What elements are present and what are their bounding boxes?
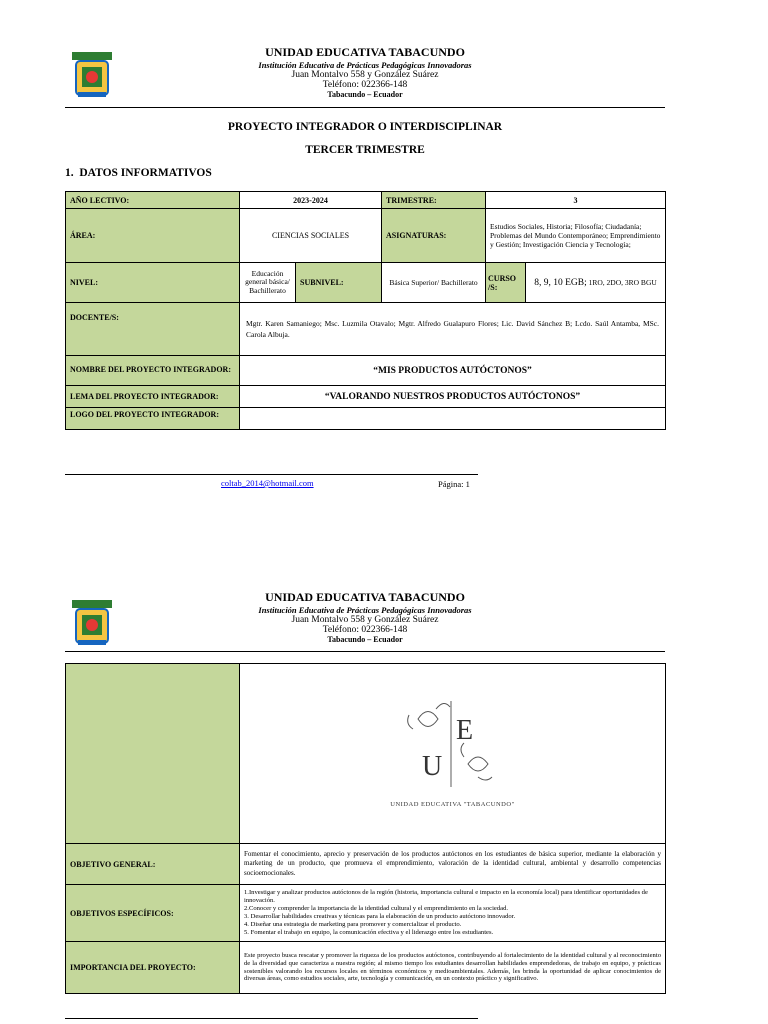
- footer-email-link[interactable]: coltab_2014@hotmail.com: [221, 478, 314, 488]
- logo-letter-u: U: [421, 750, 442, 782]
- nivel-label: NIVEL:: [66, 263, 240, 303]
- school-name: UNIDAD EDUCATIVA TABACUNDO: [265, 45, 465, 59]
- objetivo-especifico-item: 4. Diseñar una estrategia de marketing para promover y comercializar el producto.: [244, 920, 462, 928]
- objetivo-especifico-item: 2.Conocer y comprender la importancia de la identidad cultural y el emprendimiento en la sociedad.: [244, 905, 509, 913]
- asignaturas-label: ASIGNATURAS:: [382, 209, 486, 263]
- school-address-page2: Juan Montalvo 558 y González Suárez: [291, 615, 439, 625]
- nombre-value: “MIS PRODUCTOS AUTÓCTONOS”: [240, 356, 666, 386]
- nombre-label: NOMBRE DEL PROYECTO INTEGRADOR:: [66, 356, 240, 386]
- objetivo-general-label: OBJETIVO GENERAL:: [66, 844, 240, 885]
- subnivel-value: Básica Superior/ Bachillerato: [382, 263, 486, 303]
- footer-page-number: Página: 1: [438, 479, 470, 489]
- header-divider: [65, 107, 665, 108]
- lema-value: “VALORANDO NUESTROS PRODUCTOS AUTÓCTONOS”: [240, 386, 666, 408]
- objetivo-especifico-item: 5. Fomentar el trabajo en equipo, la comunicación efectiva y el liderazgo entre los estudiantes.: [244, 928, 494, 936]
- trimestre-label: TRIMESTRE:: [382, 192, 486, 209]
- objetivo-especifico-item: 3. Desarrollar habilidades creativas y técnicas para la elaboración de un producto autóctono innovador.: [244, 913, 516, 920]
- asignaturas-value: Estudios Sociales, Historia; Filosofía; Ciudadanía; Problemas del Mundo Contemporáneo; Emprendimiento y Gestión; Investigación Ciencia y Tecnología;: [486, 209, 666, 263]
- section-heading: 1. DATOS INFORMATIVOS: [65, 167, 212, 179]
- anio-value: 2023-2024: [240, 192, 382, 209]
- school-crest-logo: [70, 50, 114, 100]
- docente-value: Mgtr. Karen Samaniego; Msc. Luzmila Otavalo; Mgtr. Alfredo Gualapuro Flores; Lic. David Sánchez B; Lcdo. Saúl Antamba, MSc. Carola Albuja.: [240, 303, 666, 356]
- floral-logo-icon: [378, 679, 528, 799]
- school-subtitle-page2: Institución Educativa de Prácticas Pedagógicas Innovadoras: [258, 605, 472, 615]
- school-address: Juan Montalvo 558 y González Suárez: [291, 70, 439, 80]
- objetivo-general-value: Fomentar el conocimiento, aprecio y preservación de los productos autóctonos en los estudiantes de básica superior, mediante la elaboración y marketing de un producto, que promueva el emprendimiento, valoración de la identidad cultural, ambiental y desarrollo competencias socioemocionales.: [240, 844, 666, 885]
- curso-value-small: 1RO, 2DO, 3RO BGU: [586, 277, 657, 287]
- area-value: CIENCIAS SOCIALES: [240, 209, 382, 263]
- curso-value: [526, 263, 666, 303]
- nivel-value: Educación general básica/ Bachillerato: [240, 263, 296, 303]
- school-city: Tabacundo – Ecuador: [327, 90, 403, 99]
- objetivos-especificos-label: OBJETIVOS ESPECÍFICOS:: [66, 885, 240, 942]
- anio-label: AÑO LECTIVO:: [66, 192, 240, 209]
- objetivos-especificos-list: [240, 885, 666, 942]
- curso-label: CURSO /S:: [486, 263, 526, 303]
- area-label: ÁREA:: [66, 209, 240, 263]
- importancia-value: Este proyecto busca rescatar y promover la riqueza de los productos autóctonos, contribuyendo al fortalecimiento de la identidad cultural y al reconocimiento de la diversidad que caracteriza a nuestra región; al mismo tiempo los estudiantes desarrollan habilidades emprendedoras, de trabajo en equipo, y prácticas sostenibles valorando los recursos locales en términos económicos y medioambientales. Además, les brinda la oportunidad de aplicar conocimientos de diversas áreas, como estudios sociales, arte, tecnología y comunicación, en un contexto práctico y significativo.: [240, 942, 666, 994]
- footer-divider-page2: [65, 1018, 478, 1019]
- school-phone-page2: Teléfono: 022366-148: [322, 625, 408, 635]
- lema-label: LEMA DEL PROYECTO INTEGRADOR:: [66, 386, 240, 408]
- school-city-page2: Tabacundo – Ecuador: [327, 635, 403, 644]
- school-name-page2: UNIDAD EDUCATIVA TABACUNDO: [265, 590, 465, 604]
- project-logo-cell: [240, 664, 666, 844]
- docente-label: DOCENTE/S:: [66, 303, 240, 356]
- logo-letter-e: E: [455, 714, 473, 746]
- curso-value-main: 8, 9, 10 EGB;: [534, 277, 587, 288]
- subnivel-label: SUBNIVEL:: [296, 263, 382, 303]
- logo-row-label-cell: [66, 664, 240, 844]
- project-title: PROYECTO INTEGRADOR O INTERDISCIPLINAR: [227, 121, 503, 133]
- logo-caption: UNIDAD EDUCATIVA "TABACUNDO": [390, 800, 515, 808]
- trimester-title: TERCER TRIMESTRE: [305, 144, 425, 156]
- project-logo: [378, 679, 528, 829]
- importancia-label: IMPORTANCIA DEL PROYECTO:: [66, 942, 240, 994]
- school-crest-logo-page2: [70, 598, 114, 648]
- objetivo-especifico-item: 1.Investigar y analizar productos autóctonos de la región (historia, importancia cultural e impacto en la economía local) para identificar oportunidades de innovación.: [244, 889, 648, 905]
- school-subtitle: Institución Educativa de Prácticas Pedagógicas Innovadoras: [258, 60, 472, 70]
- header-divider-page2: [65, 651, 665, 652]
- datos-informativos-table: [65, 191, 666, 430]
- school-phone: Teléfono: 022366-148: [322, 80, 408, 90]
- logo-value-cell: [240, 408, 666, 430]
- objetivos-table: [65, 663, 666, 994]
- logo-label: LOGO DEL PROYECTO INTEGRADOR:: [66, 408, 240, 430]
- trimestre-value: 3: [486, 192, 666, 209]
- footer-divider: [65, 474, 478, 475]
